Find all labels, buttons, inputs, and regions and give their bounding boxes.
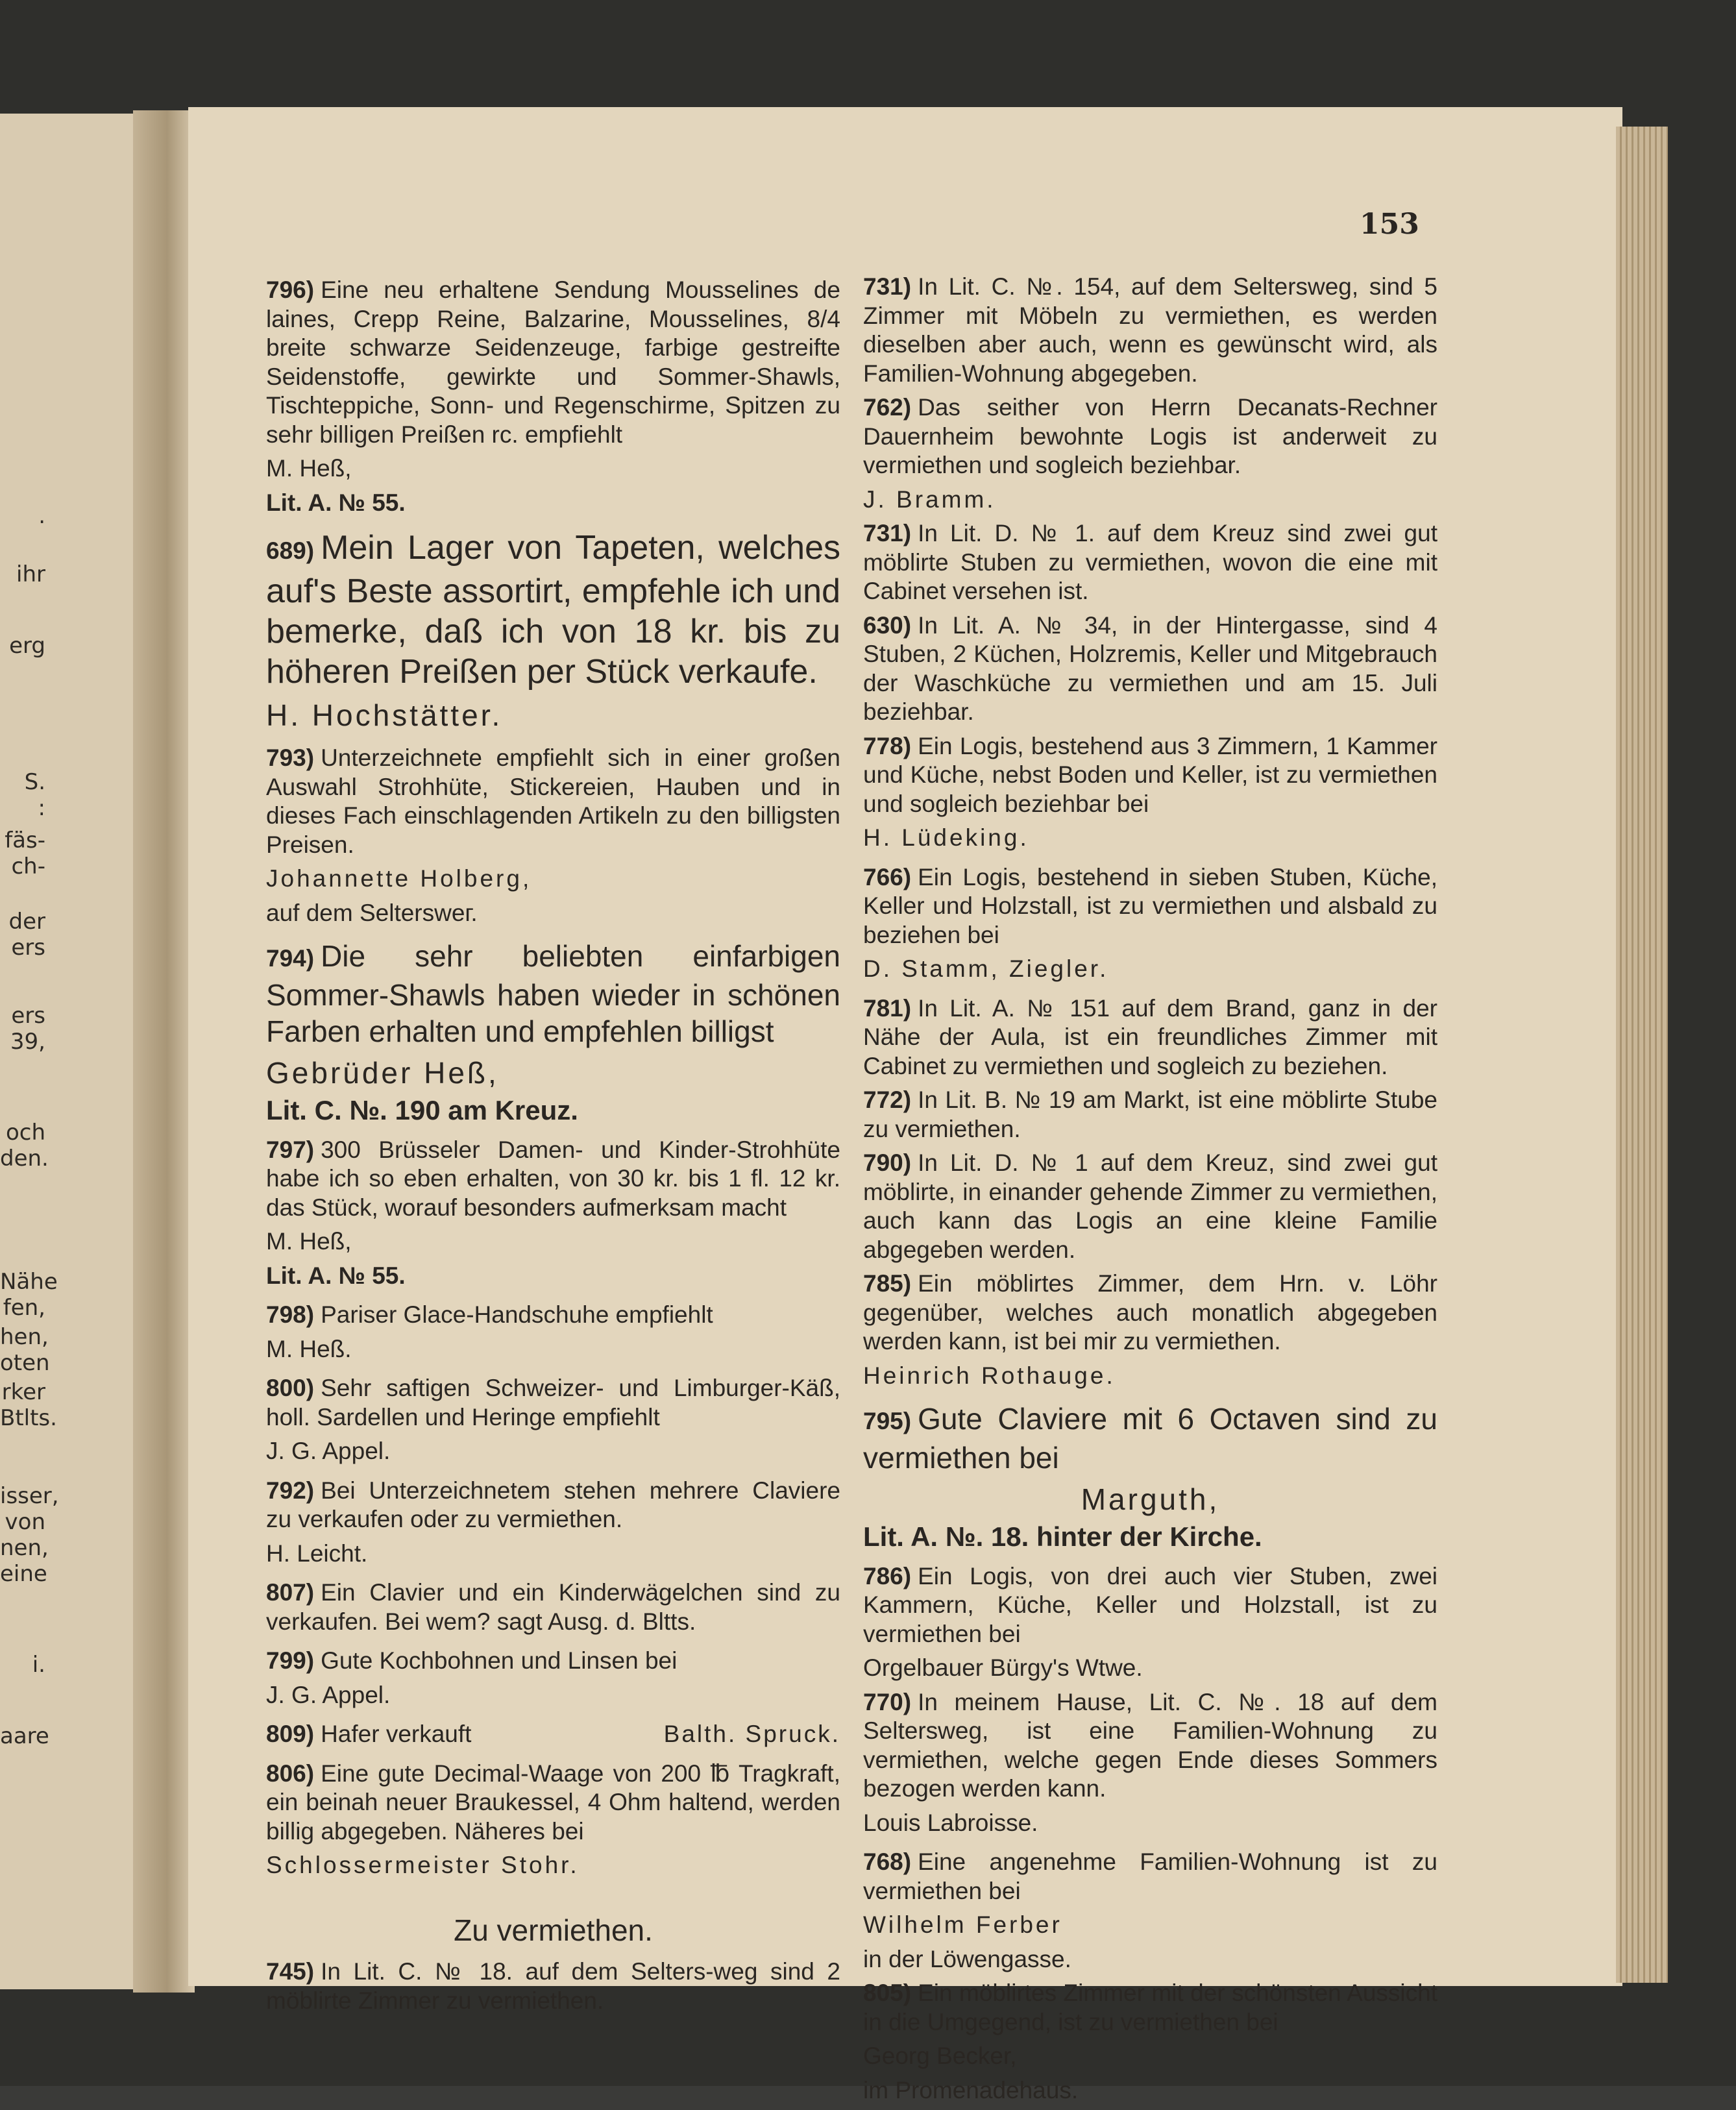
address: im Promenadehaus. [863,2076,1079,2104]
signature: Orgelbauer Bürgy's Wtwe. [863,1654,1143,1681]
ad-768: 768) Eine angenehme Familien-Wohnung ist zu vermiethen bei [863,1848,1437,1904]
ad-786: 786) Ein Logis, von drei auch vier Stuben, zwei Kammern, Küche, Keller und Holzstall, ist zu vermiethen bei [863,1562,1437,1647]
section-heading: Zu vermiethen. [454,1913,653,1947]
signature: Marguth, [1081,1482,1220,1516]
signature: M. Heß. [266,1335,352,1362]
left-fragment: : [38,795,45,821]
left-fragment: S. [24,769,45,795]
left-fragment: fäs- [5,828,45,853]
left-fragment: i. [32,1652,45,1678]
signature: Johannette Holberg, [266,865,532,892]
signature: Balth. Spruck. [663,1721,840,1747]
left-fragment: ers [11,935,45,961]
left-fragment: nen, [0,1535,49,1561]
left-fragment: Btlts. [0,1405,57,1431]
left-fragment: . [38,503,45,529]
page-edges [1616,127,1668,1983]
ad-797: 797) 300 Brüsseler Damen- und Kinder-Strohhüte habe ich so eben erhalten, von 30 kr. bis 1 fl. 12 kr. das Stück, worauf besonders aufmerksam macht [266,1136,840,1221]
signature: D. Stamm, Ziegler. [863,955,1109,982]
left-fragment: ihr [16,561,45,587]
book-gutter [133,110,195,1993]
ad-778: 778) Ein Logis, bestehend aus 3 Zimmern, 1 Kammer und Küche, nebst Boden und Keller, ist zu vermiethen und sogleich beziehbar bei [863,732,1437,817]
left-fragment: hen, [0,1324,49,1350]
signature: Georg Becker, [863,2043,1017,2069]
signature: Louis Labroisse. [863,1809,1038,1836]
left-fragment: aare [0,1723,49,1749]
signature: M. Heß, [266,1228,352,1255]
ad-793: 793) Unterzeichnete empfiehlt sich in einer großen Auswahl Strohhüte, Stickereien, Hauben und in dieses Fach einschlagenden Artikeln zu den billigsten Preisen. [266,744,840,858]
signature: H. Leicht. [266,1540,368,1567]
ad-805: 805) Ein möblirtes Zimmer mit der schönsten Aussicht in die Umgegend, ist zu vermiethen bei [863,1980,1437,2035]
left-fragment: Nähe [0,1269,58,1295]
left-fragment: isser, [0,1483,59,1509]
address: auf dem Selterswег. [266,899,478,926]
ad-731a: 731) In Lit. C. №. 154, auf dem Seltersweg, sind 5 Zimmer mit Möbeln zu vermiethen, es werden dieselben aber auch, wenn es gewünscht wird, als Familien-Wohnung abgegeben. [863,273,1437,387]
signature: H. Lüdeking. [863,824,1029,851]
ad-772: 772) In Lit. B. № 19 am Markt, ist eine möblirte Stube zu vermiethen. [863,1086,1437,1142]
address: Lit. A. № 55. [266,489,406,516]
signature: J. G. Appel. [266,1681,391,1708]
signature: Schlossermeister Stohr. [266,1852,580,1878]
address: Lit. A. № 55. [266,1262,406,1289]
left-fragment: 39, [10,1029,45,1055]
left-fragment: der [8,909,45,935]
left-fragment: och [5,1120,45,1146]
left-fragment: ers [11,1003,45,1029]
ad-799: 799) Gute Kochbohnen und Linsen bei [266,1647,678,1674]
ad-731b: 731) In Lit. D. № 1. auf dem Kreuz sind zwei gut möblirte Stuben zu vermiethen, wovon die eine mit Cabinet versehen ist. [863,520,1437,604]
ad-790: 790) In Lit. D. № 1 auf dem Kreuz, sind zwei gut möblirte, in einander gehende Zimmer zu vermiethen, auch kann das Logis an eine kleine Familie abgegeben werden. [863,1149,1437,1263]
left-fragment: erg [9,633,45,659]
ad-766: 766) Ein Logis, bestehend in sieben Stuben, Küche, Keller und Holzstall, ist zu vermiethen und alsbald zu beziehen bei [863,863,1437,948]
ad-809: 809) Hafer verkauft Balth. Spruck. [266,1720,840,1749]
left-column [266,276,840,2020]
signature: H. Hochstätter. [266,698,503,732]
ad-807: 807) Ein Clavier und ein Kinderwägelchen sind zu verkaufen. Bei wem? sagt Ausg. d. Bltts. [266,1579,840,1635]
left-fragment: oten [0,1350,50,1376]
signature: J. G. Appel. [266,1438,391,1464]
left-fragment: fen, [3,1295,45,1321]
ad-781: 781) In Lit. A. № 151 auf dem Brand, ganz in der Nähe der Aula, ist ein freundliches Zimmer mit Cabinet zu vermiethen und sogleich zu beziehen. [863,994,1437,1079]
signature: J. Bramm. [863,485,996,513]
ad-795: 795) Gute Claviere mit 6 Octaven sind zu vermiethen bei [863,1402,1437,1475]
ad-794: 794) Die sehr beliebten einfarbigen Sommer-Shawls haben wieder in schönen Farben erhalten und empfehlen billigst [266,939,840,1048]
signature: Wilhelm Ferber [863,1911,1062,1938]
address: Lit. C. №. 190 am Kreuz. [266,1095,578,1125]
left-page-edge [0,114,138,1989]
left-fragment: ch- [11,853,45,879]
left-fragment: den. [0,1146,49,1172]
signature: Heinrich Rothauge. [863,1362,1116,1389]
ad-762: 762) Das seither von Herrn Decanats-Rechner Dauernheim bewohnte Logis ist anderweit zu vermiethen und sogleich beziehbar. [863,394,1437,478]
ad-796: 796) Eine neu erhaltene Sendung Mousselines de laines, Crepp Reine, Balzarine, Mousselines, 8/4 breite schwarze Seidenzeuge, farbige gestreifte Seidenstoffe, gewirkte und Sommer-Shawls, Tischteppiche, Sonn- und Regenschirme, Spitzen zu sehr billigen Preißen rc. empfiehlt [266,276,840,448]
ad-689: 689) Mein Lager von Tapeten, welches auf's Beste assortirt, empfehle ich und bemerke, daß ich von 18 kr. bis zu höheren Preißen per Stück verkaufe. [266,529,840,691]
address: in der Löwengasse. [863,1945,1071,1972]
ad-630: 630) In Lit. A. № 34, in der Hintergasse, sind 4 Stuben, 2 Küchen, Holzremis, Keller und Mitgebrauch der Waschküche zu vermiethen und am 15. Juli beziehbar. [863,611,1437,725]
address: Lit. A. №. 18. hinter der Kirche. [863,1521,1262,1552]
ad-745: 745) In Lit. C. № 18. auf dem Selters-weg sind 2 möblirte Zimmer zu vermiethen. [266,1958,840,2014]
ad-798: 798) Pariser Glace-Handschuhe empfiehlt [266,1301,713,1328]
ad-792: 792) Bei Unterzeichnetem stehen mehrere Claviere zu verkaufen oder zu vermiethen. [266,1477,840,1532]
ad-785: 785) Ein möblirtes Zimmer, dem Hrn. v. Löhr gegenüber, welches auch monatlich abgegeben werden kann, ist bei mir zu vermiethen. [863,1270,1437,1355]
signature: Gebrüder Heß, [266,1056,499,1090]
left-fragment: eine [0,1561,47,1587]
left-fragment: von [5,1509,45,1535]
page-number: 153 [1360,208,1419,241]
ad-770: 770) In meinem Hause, Lit. C. №. 18 auf dem Seltersweg, ist eine Familien-Wohnung zu vermiethen, welche gegen Ende dieses Sommers bezogen werden kann. [863,1688,1437,1802]
right-column [863,273,1437,2110]
ad-806: 806) Eine gute Decimal-Waage von 200 ℔ Tragkraft, ein beinah neuer Braukessel, 4 Ohm haltend, werden billig abgegeben. Näheres bei [266,1760,840,1845]
signature: M. Heß, [266,455,352,482]
ad-800: 800) Sehr saftigen Schweizer- und Limburger-Käß, holl. Sardellen und Heringe empfiehlt [266,1375,840,1430]
left-fragment: rker [1,1379,45,1405]
